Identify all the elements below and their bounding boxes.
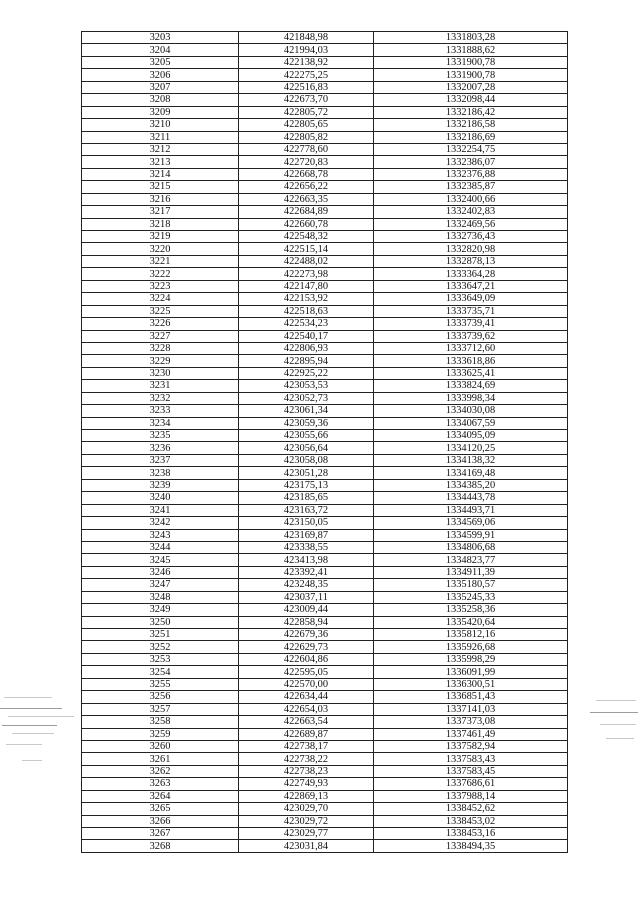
y-coordinate-cell: 1332186,42 [374,106,568,118]
x-coordinate-cell: 422275,25 [239,69,374,81]
table-row [82,168,568,180]
x-coordinate-cell: 422749,93 [239,778,374,790]
table-row [82,367,568,379]
table-row [82,591,568,603]
x-coordinate-cell: 422858,94 [239,616,374,628]
x-coordinate-cell: 422738,23 [239,765,374,777]
x-coordinate-cell: 423338,55 [239,541,374,553]
y-coordinate-cell: 1332254,75 [374,143,568,155]
table-row [82,728,568,740]
y-coordinate-cell: 1334911,39 [374,566,568,578]
y-coordinate-cell: 1334120,25 [374,442,568,454]
x-coordinate-cell: 423029,72 [239,815,374,827]
point-number-cell: 3240 [82,492,239,504]
table-row [82,156,568,168]
table-row [82,753,568,765]
point-number-cell: 3204 [82,44,239,56]
x-coordinate-cell: 422806,93 [239,342,374,354]
x-coordinate-cell: 423175,13 [239,479,374,491]
table-row [82,430,568,442]
y-coordinate-cell: 1337373,08 [374,716,568,728]
coordinates-table [81,31,568,853]
y-coordinate-cell: 1333712,60 [374,342,568,354]
y-coordinate-cell: 1337583,43 [374,753,568,765]
y-coordinate-cell: 1332469,56 [374,218,568,230]
y-coordinate-cell: 1332186,58 [374,119,568,131]
table-row [82,268,568,280]
table-row [82,666,568,678]
y-coordinate-cell: 1331900,78 [374,56,568,68]
x-coordinate-cell: 422689,87 [239,728,374,740]
point-number-cell: 3228 [82,342,239,354]
point-number-cell: 3207 [82,81,239,93]
y-coordinate-cell: 1338494,35 [374,840,568,852]
point-number-cell: 3253 [82,653,239,665]
point-number-cell: 3258 [82,716,239,728]
table-row [82,454,568,466]
y-coordinate-cell: 1333618,86 [374,355,568,367]
x-coordinate-cell: 422273,98 [239,268,374,280]
x-coordinate-cell: 423392,41 [239,566,374,578]
y-coordinate-cell: 1332186,69 [374,131,568,143]
point-number-cell: 3243 [82,529,239,541]
table-row [82,69,568,81]
table-row [82,803,568,815]
y-coordinate-cell: 1337686,61 [374,778,568,790]
x-coordinate-cell: 422720,83 [239,156,374,168]
x-coordinate-cell: 422925,22 [239,367,374,379]
x-coordinate-cell: 423056,64 [239,442,374,454]
point-number-cell: 3209 [82,106,239,118]
table-row [82,765,568,777]
x-coordinate-cell: 422153,92 [239,293,374,305]
y-coordinate-cell: 1331900,78 [374,69,568,81]
point-number-cell: 3224 [82,293,239,305]
point-number-cell: 3267 [82,828,239,840]
y-coordinate-cell: 1334569,06 [374,517,568,529]
table-row [82,616,568,628]
point-number-cell: 3249 [82,604,239,616]
table-row [82,740,568,752]
table-row [82,119,568,131]
x-coordinate-cell: 423059,36 [239,417,374,429]
scan-artifact [606,738,634,739]
point-number-cell: 3257 [82,703,239,715]
y-coordinate-cell: 1335926,68 [374,641,568,653]
point-number-cell: 3215 [82,181,239,193]
table-row [82,193,568,205]
point-number-cell: 3231 [82,380,239,392]
table-row [82,106,568,118]
x-coordinate-cell: 422629,73 [239,641,374,653]
y-coordinate-cell: 1334599,91 [374,529,568,541]
point-number-cell: 3219 [82,231,239,243]
x-coordinate-cell: 422673,70 [239,94,374,106]
scan-artifact [12,733,54,734]
x-coordinate-cell: 423413,98 [239,554,374,566]
table-row [82,94,568,106]
point-number-cell: 3235 [82,430,239,442]
y-coordinate-cell: 1337988,14 [374,790,568,802]
y-coordinate-cell: 1338453,16 [374,828,568,840]
x-coordinate-cell: 423248,35 [239,579,374,591]
table-row [82,641,568,653]
table-row [82,330,568,342]
point-number-cell: 3220 [82,243,239,255]
point-number-cell: 3252 [82,641,239,653]
x-coordinate-cell: 422738,22 [239,753,374,765]
y-coordinate-cell: 1335258,36 [374,604,568,616]
table-row [82,517,568,529]
x-coordinate-cell: 423163,72 [239,504,374,516]
x-coordinate-cell: 422604,86 [239,653,374,665]
point-number-cell: 3206 [82,69,239,81]
table-row [82,417,568,429]
y-coordinate-cell: 1332098,44 [374,94,568,106]
x-coordinate-cell: 422515,14 [239,243,374,255]
table-row [82,678,568,690]
x-coordinate-cell: 423055,66 [239,430,374,442]
point-number-cell: 3222 [82,268,239,280]
table-row [82,442,568,454]
table-row [82,529,568,541]
x-coordinate-cell: 423037,11 [239,591,374,603]
point-number-cell: 3208 [82,94,239,106]
point-number-cell: 3232 [82,392,239,404]
x-coordinate-cell: 422738,17 [239,740,374,752]
y-coordinate-cell: 1333649,09 [374,293,568,305]
point-number-cell: 3230 [82,367,239,379]
table-row [82,492,568,504]
point-number-cell: 3221 [82,255,239,267]
y-coordinate-cell: 1331803,28 [374,32,568,44]
x-coordinate-cell: 422540,17 [239,330,374,342]
point-number-cell: 3250 [82,616,239,628]
table-row [82,56,568,68]
x-coordinate-cell: 422147,80 [239,280,374,292]
y-coordinate-cell: 1332820,98 [374,243,568,255]
y-coordinate-cell: 1334095,09 [374,430,568,442]
y-coordinate-cell: 1332400,66 [374,193,568,205]
table-row [82,629,568,641]
y-coordinate-cell: 1334823,77 [374,554,568,566]
point-number-cell: 3217 [82,206,239,218]
point-number-cell: 3264 [82,790,239,802]
point-number-cell: 3248 [82,591,239,603]
point-number-cell: 3265 [82,803,239,815]
scan-artifact [6,744,42,745]
x-coordinate-cell: 422663,35 [239,193,374,205]
point-number-cell: 3268 [82,840,239,852]
y-coordinate-cell: 1332402,83 [374,206,568,218]
point-number-cell: 3211 [82,131,239,143]
x-coordinate-cell: 423150,05 [239,517,374,529]
x-coordinate-cell: 423169,87 [239,529,374,541]
point-number-cell: 3210 [82,119,239,131]
table-row [82,479,568,491]
y-coordinate-cell: 1334138,32 [374,454,568,466]
y-coordinate-cell: 1332736,43 [374,231,568,243]
x-coordinate-cell: 423061,34 [239,405,374,417]
point-number-cell: 3216 [82,193,239,205]
x-coordinate-cell: 423052,73 [239,392,374,404]
x-coordinate-cell: 422516,83 [239,81,374,93]
point-number-cell: 3246 [82,566,239,578]
table-row [82,392,568,404]
scan-artifact [600,724,636,725]
table-row [82,318,568,330]
x-coordinate-cell: 422778,60 [239,143,374,155]
point-number-cell: 3239 [82,479,239,491]
point-number-cell: 3255 [82,678,239,690]
point-number-cell: 3238 [82,467,239,479]
x-coordinate-cell: 422634,44 [239,691,374,703]
x-coordinate-cell: 422548,32 [239,231,374,243]
point-number-cell: 3263 [82,778,239,790]
point-number-cell: 3260 [82,740,239,752]
table-row [82,181,568,193]
x-coordinate-cell: 422679,36 [239,629,374,641]
table-row [82,840,568,852]
point-number-cell: 3233 [82,405,239,417]
y-coordinate-cell: 1334493,71 [374,504,568,516]
x-coordinate-cell: 422663,54 [239,716,374,728]
table-row [82,566,568,578]
table-row [82,380,568,392]
scan-artifact [590,712,638,713]
x-coordinate-cell: 423185,65 [239,492,374,504]
point-number-cell: 3225 [82,305,239,317]
y-coordinate-cell: 1334385,20 [374,479,568,491]
y-coordinate-cell: 1338453,02 [374,815,568,827]
y-coordinate-cell: 1334806,68 [374,541,568,553]
y-coordinate-cell: 1337141,03 [374,703,568,715]
coordinates-table-body [82,32,568,853]
x-coordinate-cell: 422656,22 [239,181,374,193]
point-number-cell: 3218 [82,218,239,230]
scan-artifact [2,725,57,726]
point-number-cell: 3203 [82,32,239,44]
table-row [82,143,568,155]
table-row [82,653,568,665]
x-coordinate-cell: 423051,28 [239,467,374,479]
point-number-cell: 3251 [82,629,239,641]
point-number-cell: 3229 [82,355,239,367]
point-number-cell: 3227 [82,330,239,342]
table-row [82,541,568,553]
table-row [82,131,568,143]
x-coordinate-cell: 422488,02 [239,255,374,267]
y-coordinate-cell: 1334067,59 [374,417,568,429]
table-row [82,305,568,317]
y-coordinate-cell: 1332376,88 [374,168,568,180]
table-row [82,778,568,790]
table-row [82,691,568,703]
y-coordinate-cell: 1335420,64 [374,616,568,628]
table-row [82,44,568,56]
x-coordinate-cell: 421994,03 [239,44,374,56]
point-number-cell: 3254 [82,666,239,678]
point-number-cell: 3212 [82,143,239,155]
y-coordinate-cell: 1333625,41 [374,367,568,379]
y-coordinate-cell: 1334169,48 [374,467,568,479]
x-coordinate-cell: 423031,84 [239,840,374,852]
x-coordinate-cell: 422869,13 [239,790,374,802]
table-row [82,280,568,292]
scan-artifact [4,697,52,698]
y-coordinate-cell: 1332386,07 [374,156,568,168]
table-row [82,218,568,230]
table-row [82,504,568,516]
table-row [82,243,568,255]
x-coordinate-cell: 422595,05 [239,666,374,678]
y-coordinate-cell: 1334030,08 [374,405,568,417]
y-coordinate-cell: 1333739,62 [374,330,568,342]
y-coordinate-cell: 1333735,71 [374,305,568,317]
x-coordinate-cell: 422138,92 [239,56,374,68]
table-row [82,467,568,479]
point-number-cell: 3213 [82,156,239,168]
y-coordinate-cell: 1336300,51 [374,678,568,690]
point-number-cell: 3236 [82,442,239,454]
scan-artifact [22,760,42,761]
y-coordinate-cell: 1335812,16 [374,629,568,641]
x-coordinate-cell: 422654,03 [239,703,374,715]
table-row [82,206,568,218]
table-row [82,790,568,802]
table-row [82,579,568,591]
table-row [82,231,568,243]
x-coordinate-cell: 422805,65 [239,119,374,131]
table-row [82,716,568,728]
point-number-cell: 3256 [82,691,239,703]
x-coordinate-cell: 422895,94 [239,355,374,367]
point-number-cell: 3214 [82,168,239,180]
x-coordinate-cell: 422668,78 [239,168,374,180]
y-coordinate-cell: 1337461,49 [374,728,568,740]
y-coordinate-cell: 1337582,94 [374,740,568,752]
table-row [82,815,568,827]
table-row [82,703,568,715]
point-number-cell: 3259 [82,728,239,740]
y-coordinate-cell: 1331888,62 [374,44,568,56]
point-number-cell: 3234 [82,417,239,429]
y-coordinate-cell: 1335998,29 [374,653,568,665]
table-row [82,32,568,44]
y-coordinate-cell: 1338452,62 [374,803,568,815]
point-number-cell: 3266 [82,815,239,827]
scan-artifact [8,716,74,717]
x-coordinate-cell: 423029,70 [239,803,374,815]
table-row [82,342,568,354]
point-number-cell: 3262 [82,765,239,777]
y-coordinate-cell: 1332878,13 [374,255,568,267]
x-coordinate-cell: 422660,78 [239,218,374,230]
table-row [82,255,568,267]
y-coordinate-cell: 1333739,41 [374,318,568,330]
table-row [82,405,568,417]
table-row [82,81,568,93]
point-number-cell: 3237 [82,454,239,466]
scan-artifact [596,700,636,701]
point-number-cell: 3205 [82,56,239,68]
point-number-cell: 3244 [82,541,239,553]
x-coordinate-cell: 422684,89 [239,206,374,218]
y-coordinate-cell: 1332385,87 [374,181,568,193]
y-coordinate-cell: 1333364,28 [374,268,568,280]
scan-artifact [0,708,62,709]
y-coordinate-cell: 1336091,99 [374,666,568,678]
y-coordinate-cell: 1332007,28 [374,81,568,93]
point-number-cell: 3247 [82,579,239,591]
table-row [82,604,568,616]
y-coordinate-cell: 1333998,34 [374,392,568,404]
x-coordinate-cell: 423053,53 [239,380,374,392]
point-number-cell: 3245 [82,554,239,566]
x-coordinate-cell: 422805,72 [239,106,374,118]
table-row [82,828,568,840]
y-coordinate-cell: 1333647,21 [374,280,568,292]
y-coordinate-cell: 1335245,33 [374,591,568,603]
x-coordinate-cell: 423029,77 [239,828,374,840]
x-coordinate-cell: 423009,44 [239,604,374,616]
point-number-cell: 3226 [82,318,239,330]
y-coordinate-cell: 1334443,78 [374,492,568,504]
y-coordinate-cell: 1337583,45 [374,765,568,777]
point-number-cell: 3223 [82,280,239,292]
y-coordinate-cell: 1336851,43 [374,691,568,703]
table-row [82,293,568,305]
point-number-cell: 3261 [82,753,239,765]
x-coordinate-cell: 422805,82 [239,131,374,143]
x-coordinate-cell: 423058,08 [239,454,374,466]
point-number-cell: 3242 [82,517,239,529]
table-row [82,355,568,367]
point-number-cell: 3241 [82,504,239,516]
table-row [82,554,568,566]
x-coordinate-cell: 422518,63 [239,305,374,317]
y-coordinate-cell: 1335180,57 [374,579,568,591]
y-coordinate-cell: 1333824,69 [374,380,568,392]
x-coordinate-cell: 421848,98 [239,32,374,44]
x-coordinate-cell: 422570,00 [239,678,374,690]
x-coordinate-cell: 422534,23 [239,318,374,330]
